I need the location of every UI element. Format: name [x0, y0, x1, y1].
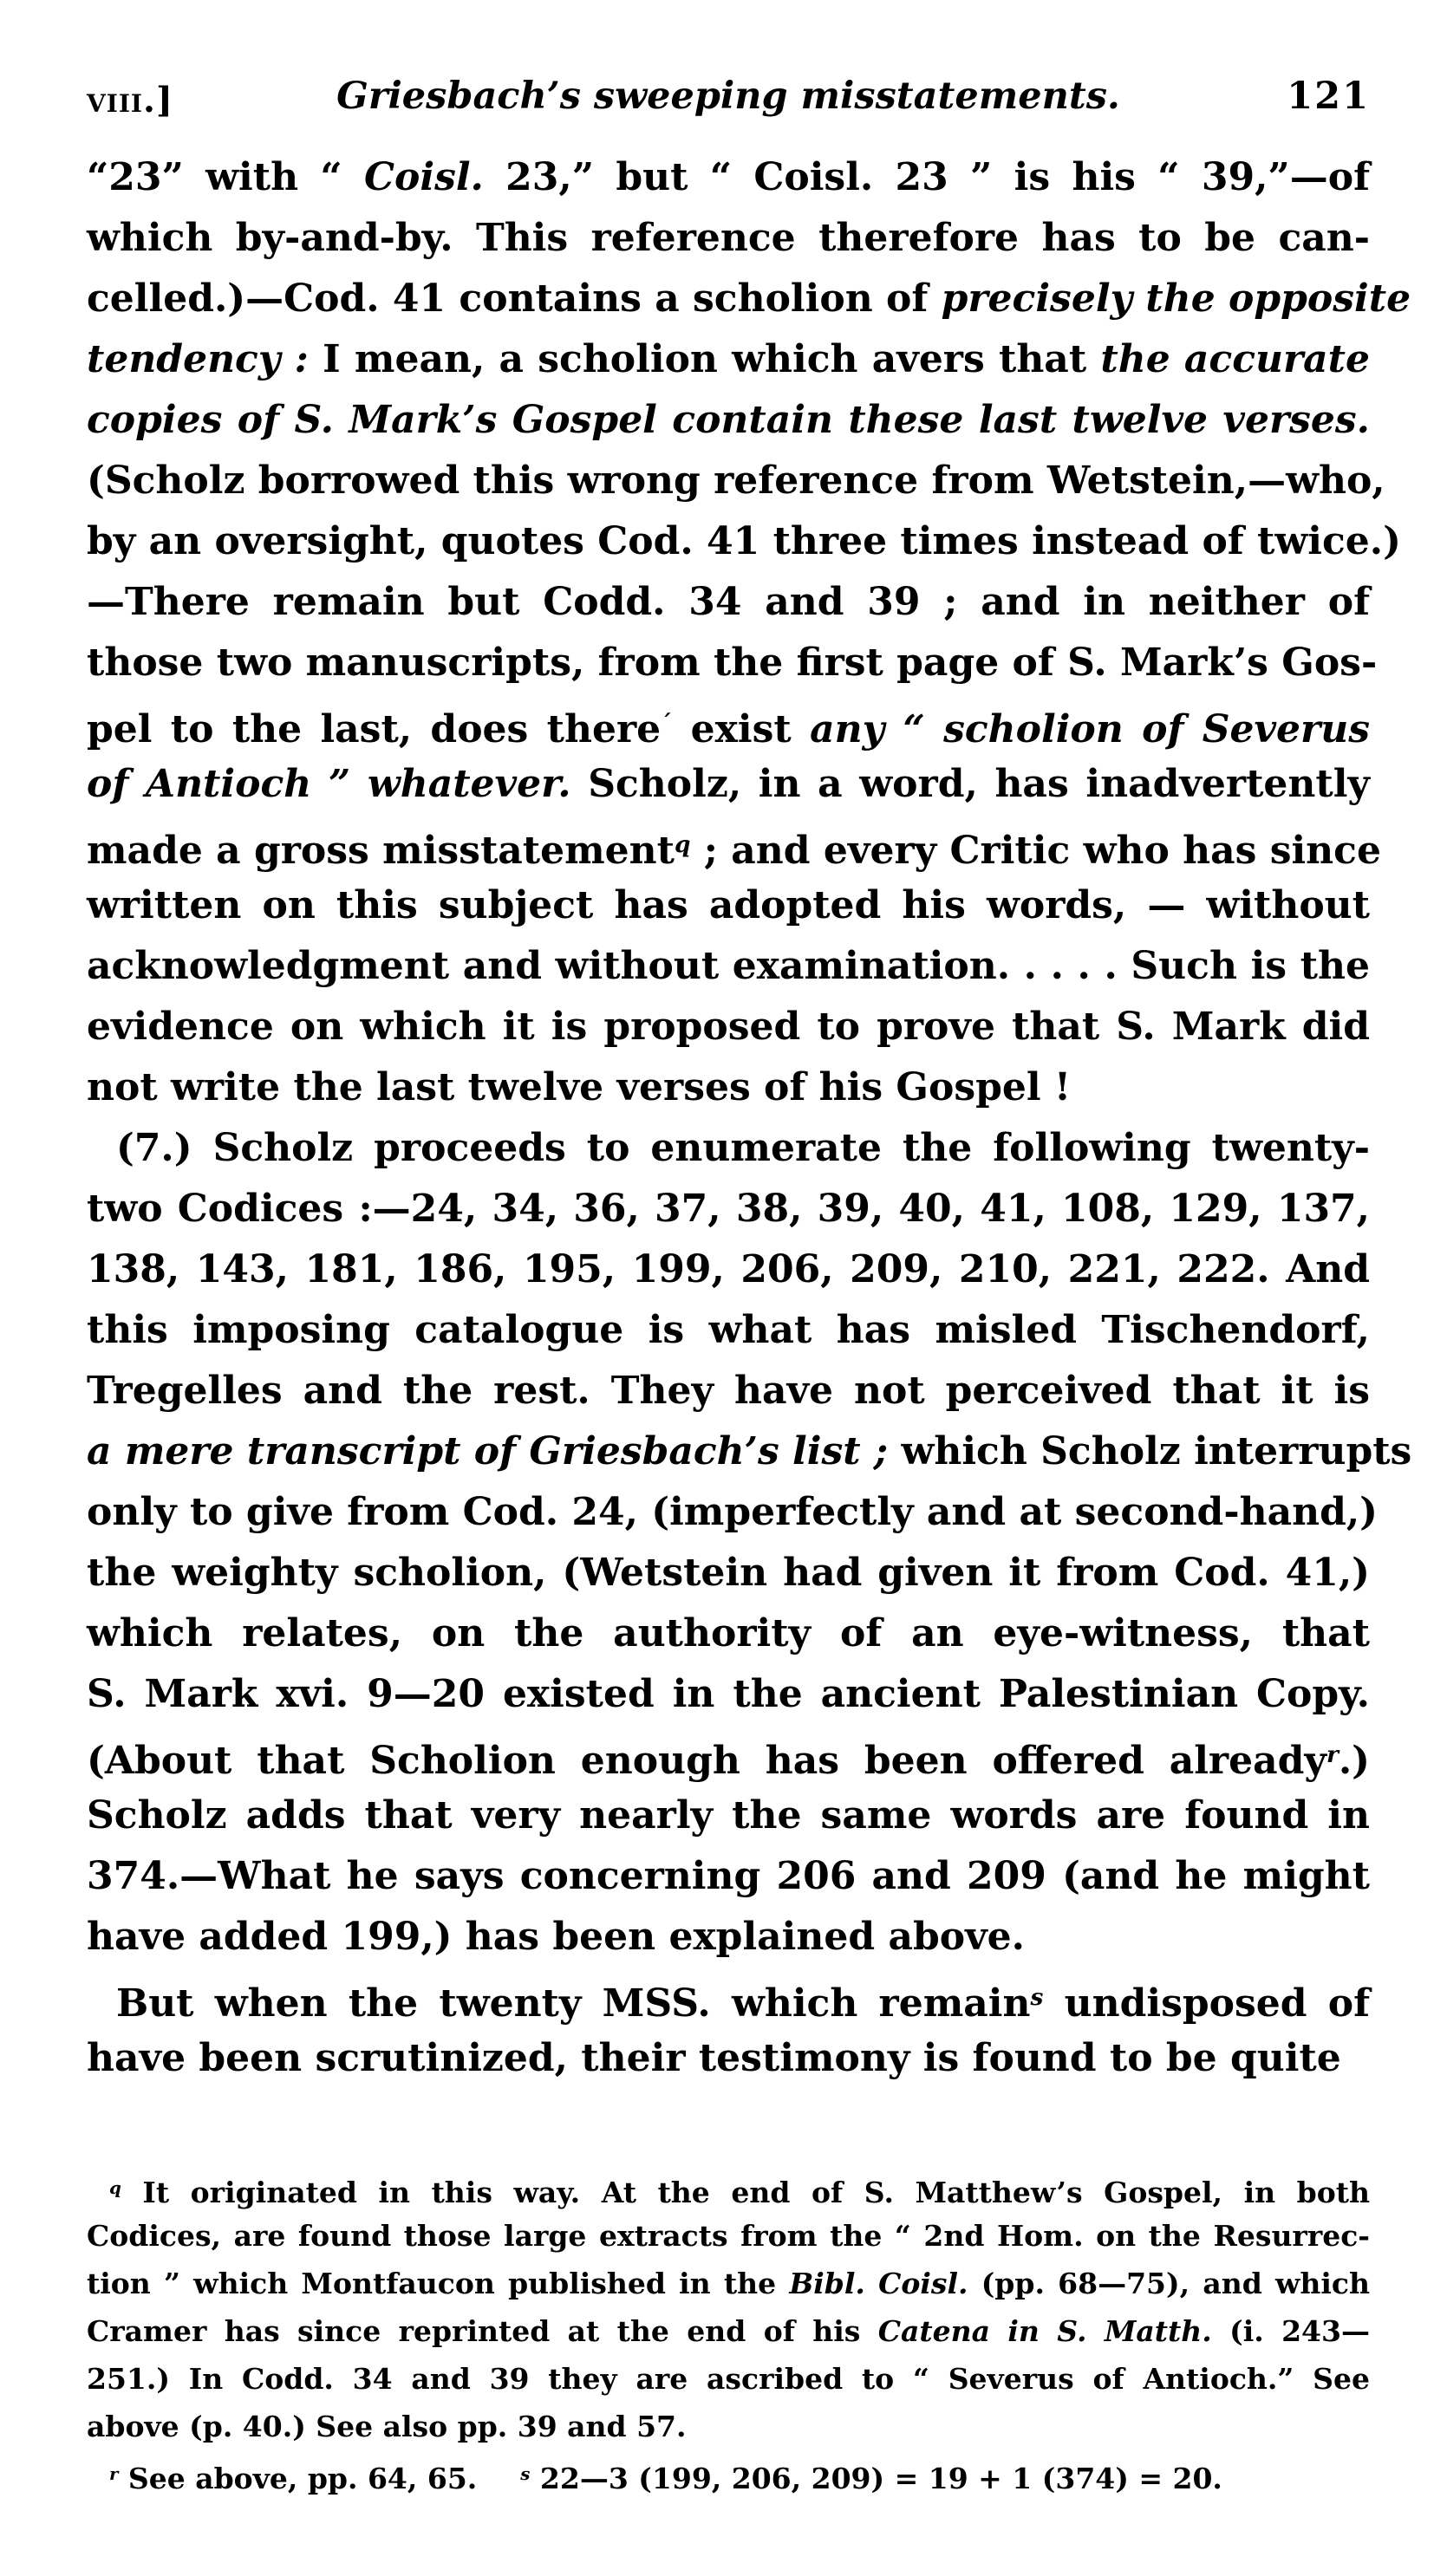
text-segment: S. Mark xvi. 9—20 existed in the ancient Palestinian Copy.: [87, 1672, 1370, 1716]
page-number: 121: [1287, 75, 1370, 118]
text-line: [87, 1300, 1370, 1361]
paragraph: [87, 1968, 1370, 2089]
footnote-marker: ´: [661, 710, 673, 737]
text-line: [87, 1179, 1370, 1239]
text-line: [87, 1239, 1370, 1300]
text-line: [87, 147, 1370, 208]
chapter-section-label: viii.]: [87, 80, 173, 120]
text-line: [87, 936, 1370, 997]
text-segment: this imposing catalogue is what has misled Tischendorf,: [87, 1308, 1370, 1352]
text-segment: ; and every Critic who has since: [690, 829, 1381, 874]
text-segment: copies of S. Mark’s Gospel contain these last twelve verses.: [87, 398, 1370, 442]
text-line: [87, 2212, 1370, 2260]
text-segment: But when the twenty MSS. which remain: [116, 1981, 1031, 2026]
text-line: [87, 1786, 1370, 1846]
text-segment: the weighty scholion, (Wetstein had given it from Cod. 41,): [87, 1551, 1370, 1595]
text-segment: (i. 243—: [1211, 2314, 1370, 2348]
running-header: [87, 75, 1370, 125]
text-segment: have added 199,) has been explained above.: [87, 1915, 1025, 1959]
text-segment: a mere transcript of Griesbach’s list ;: [87, 1429, 889, 1473]
body-text: [87, 147, 1412, 2089]
text-segment: tendency :: [87, 337, 309, 381]
paragraph: [87, 1118, 1412, 1968]
text-segment: undisposed of: [1043, 1981, 1370, 2026]
paragraph: [87, 147, 1411, 1118]
text-line: [87, 2450, 1370, 2498]
text-segment: have been scrutinized, their testimony is found to be quite: [87, 2036, 1341, 2080]
text-segment: precisely the opposite: [941, 276, 1411, 321]
text-line: [87, 997, 1370, 1057]
text-line: [87, 2355, 1370, 2403]
text-segment: only to give from Cod. 24, (imperfectly and at second-hand,): [87, 1490, 1378, 1534]
text-segment: It originated in this way. At the end of S. Matthew’s Gospel, in both: [121, 2175, 1370, 2209]
text-segment: not write the last twelve verses of his Gospel !: [87, 1065, 1072, 1109]
text-line: [87, 754, 1370, 815]
text-segment: made a gross misstatement: [87, 829, 675, 874]
text-line: [87, 1846, 1370, 1907]
text-line: [87, 2028, 1370, 2089]
text-segment: pel to the last, does there: [87, 707, 662, 752]
text-segment: “23” with “: [87, 155, 364, 199]
text-segment: Scholz adds that very nearly the same words are found in: [87, 1793, 1370, 1838]
text-line: [87, 1118, 1370, 1179]
text-line: [87, 2403, 1370, 2450]
footnotes: [87, 2164, 1370, 2498]
text-segment: —There remain but Codd. 34 and 39 ; and in neither of: [87, 580, 1370, 624]
text-line: [87, 269, 1411, 329]
text-segment: (7.) Scholz proceeds to enumerate the following twenty-: [116, 1126, 1370, 1170]
text-line: [87, 1421, 1412, 1482]
text-segment: I mean, a scholion which avers that: [308, 337, 1101, 381]
text-line: [87, 208, 1370, 269]
text-segment: See above, pp. 64, 65.: [118, 2461, 478, 2495]
text-line: [87, 451, 1385, 511]
text-line: [87, 390, 1370, 451]
text-segment: 138, 143, 181, 186, 195, 199, 206, 209, 210, 221, 222. And: [87, 1247, 1370, 1291]
text-segment: Bibl. Coisl.: [789, 2267, 968, 2300]
text-segment: (About that Scholion enough has been offered already: [87, 1739, 1326, 1784]
text-segment: written on this subject has adopted his words, — without: [87, 883, 1370, 927]
text-line: [87, 1057, 1370, 1118]
text-line: [87, 572, 1370, 633]
text-line: [87, 329, 1370, 390]
text-line: [87, 1664, 1370, 1725]
text-line: [87, 2164, 1370, 2212]
text-segment: Coisl.: [363, 155, 484, 199]
text-segment: evidence on which it is proposed to prove that S. Mark did: [87, 1005, 1370, 1049]
text-line: [87, 1968, 1370, 2028]
footnote-marker: r: [1326, 1741, 1339, 1768]
text-segment: 23,” but “ Coisl. 23 ” is his “ 39,”—of: [483, 155, 1370, 199]
text-segment: (pp. 68—75), and which: [968, 2267, 1370, 2300]
text-segment: the accurate: [1100, 337, 1371, 381]
text-segment: acknowledgment and without examination. . . . . Such is the: [87, 944, 1370, 988]
text-line: [87, 875, 1370, 936]
text-line: [87, 2307, 1370, 2355]
text-segment: which Scholz interrupts: [888, 1429, 1412, 1473]
text-segment: 251.) In Codd. 34 and 39 they are ascribed to “ Severus of Antioch.” See: [87, 2362, 1370, 2396]
text-segment: those two manuscripts, from the first page of S. Mark’s Gos-: [87, 641, 1378, 685]
text-segment: .): [1338, 1739, 1370, 1784]
text-line: [87, 1482, 1378, 1543]
text-segment: celled.)—Cod. 41 contains a scholion of: [87, 276, 942, 321]
running-title: Griesbach’s sweeping misstatements.: [336, 75, 1120, 118]
footnote-marker: q: [674, 831, 691, 858]
text-line: [87, 693, 1370, 754]
text-line: [87, 1603, 1370, 1664]
text-segment: 22—3 (199, 206, 209) = 19 + 1 (374) = 20.: [530, 2461, 1222, 2495]
text-segment: any “ scholion of Severus: [810, 707, 1370, 752]
text-segment: which relates, on the authority of an eye-witness, that: [87, 1611, 1370, 1656]
footnote-marker: s: [520, 2463, 531, 2484]
text-line: [87, 1725, 1370, 1786]
text-segment: two Codices :—24, 34, 36, 37, 38, 39, 40, 41, 108, 129, 137,: [87, 1187, 1370, 1231]
text-segment: by an oversight, quotes Cod. 41 three times instead of twice.): [87, 519, 1401, 563]
text-line: [87, 633, 1378, 693]
text-segment: tion ” which Montfaucon published in the: [87, 2267, 790, 2300]
text-segment: which by-and-by. This reference therefore has to be can-: [87, 216, 1370, 260]
text-line: [87, 511, 1401, 572]
text-segment: of Antioch ” whatever.: [87, 762, 571, 806]
text-line: [87, 1543, 1370, 1603]
text-segment: above (p. 40.) See also pp. 39 and 57.: [87, 2410, 687, 2443]
footnote-marker: s: [1030, 1984, 1044, 2011]
text-segment: Codices, are found those large extracts from the “ 2nd Hom. on the Resurrec-: [87, 2219, 1370, 2253]
text-segment: exist: [672, 707, 811, 752]
footnote-marker: r: [109, 2463, 119, 2484]
text-segment: 374.—What he says concerning 206 and 209 (and he might: [87, 1854, 1370, 1898]
text-line: [87, 1361, 1370, 1421]
text-line: [87, 2260, 1370, 2307]
text-segment: Catena in S. Matth.: [877, 2314, 1212, 2348]
text-line: [87, 1907, 1370, 1968]
text-line: [87, 815, 1381, 875]
text-segment: Cramer has since reprinted at the end of his: [87, 2314, 878, 2348]
text-segment: (Scholz borrowed this wrong reference from Wetstein,—who,: [87, 459, 1385, 503]
text-segment: Tregelles and the rest. They have not perceived that it is: [87, 1369, 1370, 1413]
text-segment: Scholz, in a word, has inadvertently: [570, 762, 1370, 806]
footnote-marker: q: [109, 2177, 121, 2198]
